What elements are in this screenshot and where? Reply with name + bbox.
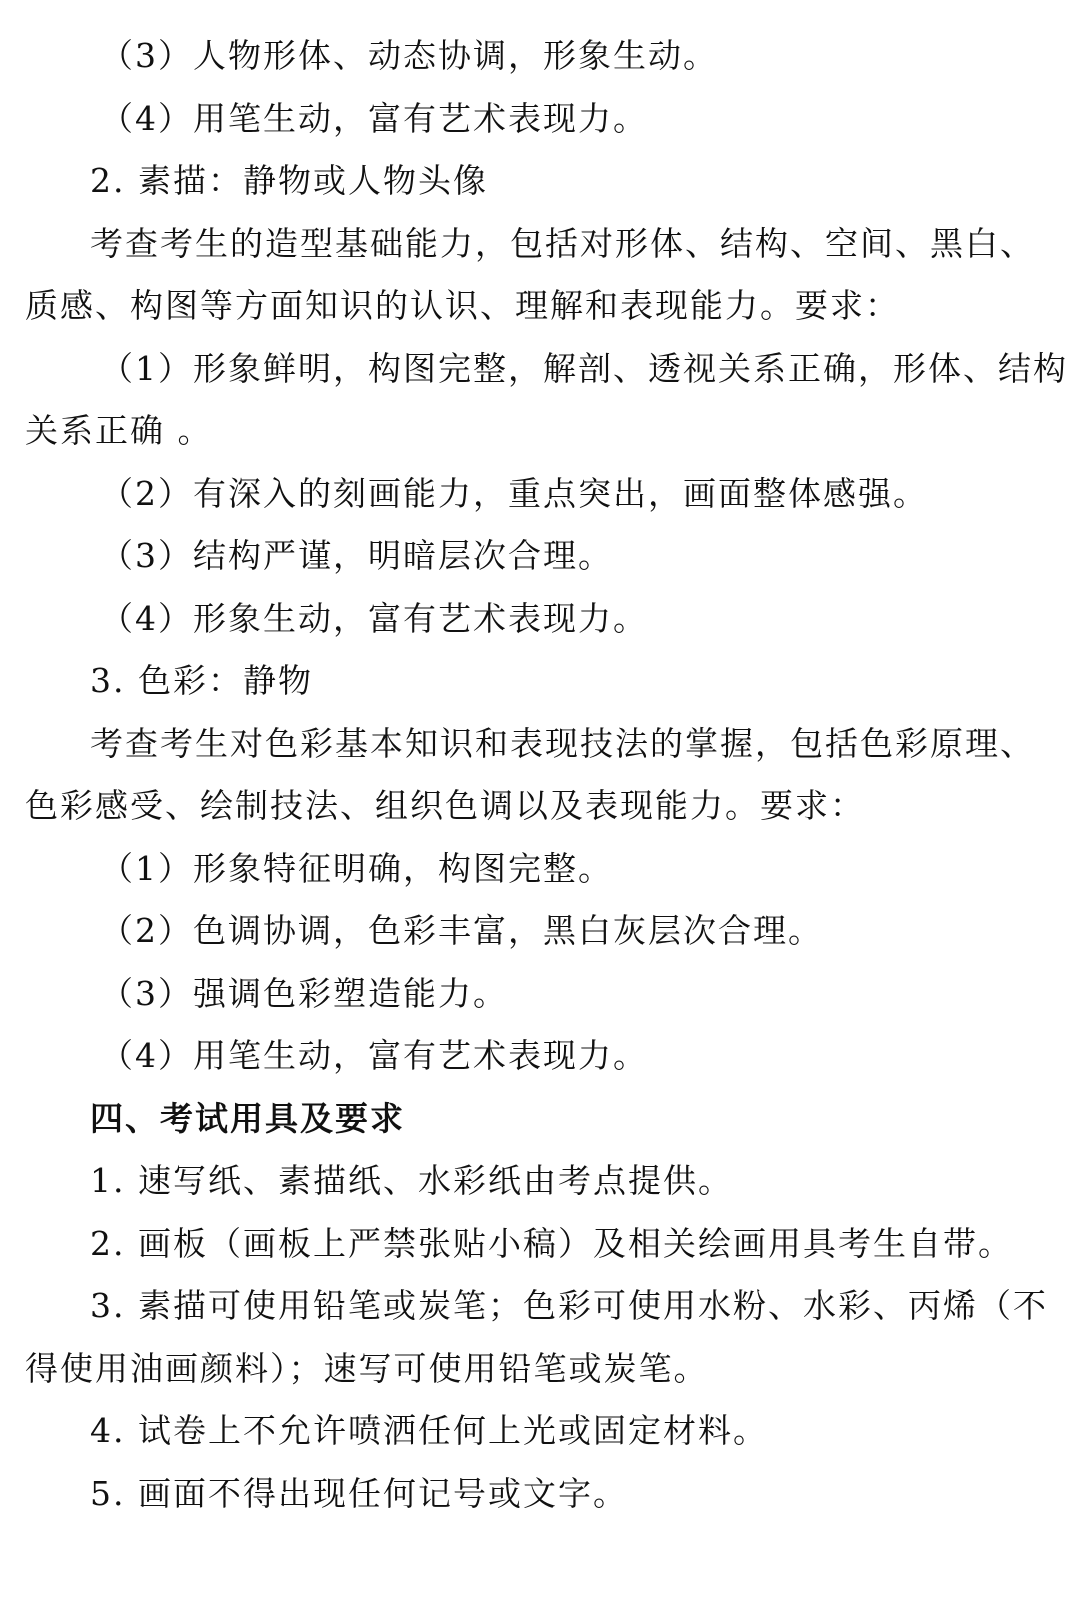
tool-rule-item: 2. 画板（画板上严禁张贴小稿）及相关绘画用具考生自带。 (90, 1224, 1013, 1263)
requirement-item: （4）形象生动，富有艺术表现力。 (100, 599, 648, 638)
tool-rule-item-continuation: 得使用油画颜料）；速写可使用铅笔或炭笔。 (25, 1349, 709, 1388)
requirement-item: （4）用笔生动，富有艺术表现力。 (100, 99, 648, 138)
requirement-item: （1）形象鲜明，构图完整，解剖、透视关系正确，形体、结构 (100, 349, 1068, 388)
section-heading-tools: 四、考试用具及要求 (90, 1099, 405, 1138)
paragraph-line: 考查考生对色彩基本知识和表现技法的掌握，包括色彩原理、 (90, 724, 1035, 763)
paragraph-line: 色彩感受、绘制技法、组织色调以及表现能力。要求： (25, 786, 865, 825)
section-heading-sketch: 2. 素描：静物或人物头像 (90, 161, 488, 200)
requirement-item: （2）色调协调，色彩丰富，黑白灰层次合理。 (100, 911, 823, 950)
section-heading-color: 3. 色彩：静物 (90, 661, 313, 700)
requirement-item: （3）强调色彩塑造能力。 (100, 974, 508, 1013)
requirement-item: （3）结构严谨，明暗层次合理。 (100, 536, 613, 575)
tool-rule-item: 1. 速写纸、素描纸、水彩纸由考点提供。 (90, 1161, 733, 1200)
requirement-item: （1）形象特征明确，构图完整。 (100, 849, 613, 888)
paragraph-line: 考查考生的造型基础能力，包括对形体、结构、空间、黑白、 (90, 224, 1035, 263)
tool-rule-item: 3. 素描可使用铅笔或炭笔；色彩可使用水粉、水彩、丙烯（不 (90, 1286, 1048, 1325)
requirement-item-continuation: 关系正确 。 (25, 411, 213, 450)
requirement-item: （2）有深入的刻画能力，重点突出，画面整体感强。 (100, 474, 928, 513)
tool-rule-item: 4. 试卷上不允许喷洒任何上光或固定材料。 (90, 1411, 768, 1450)
requirement-item: （4）用笔生动，富有艺术表现力。 (100, 1036, 648, 1075)
requirement-item: （3）人物形体、动态协调，形象生动。 (100, 36, 718, 75)
tool-rule-item: 5. 画面不得出现任何记号或文字。 (90, 1474, 628, 1513)
paragraph-line: 质感、构图等方面知识的认识、理解和表现能力。要求： (25, 286, 900, 325)
